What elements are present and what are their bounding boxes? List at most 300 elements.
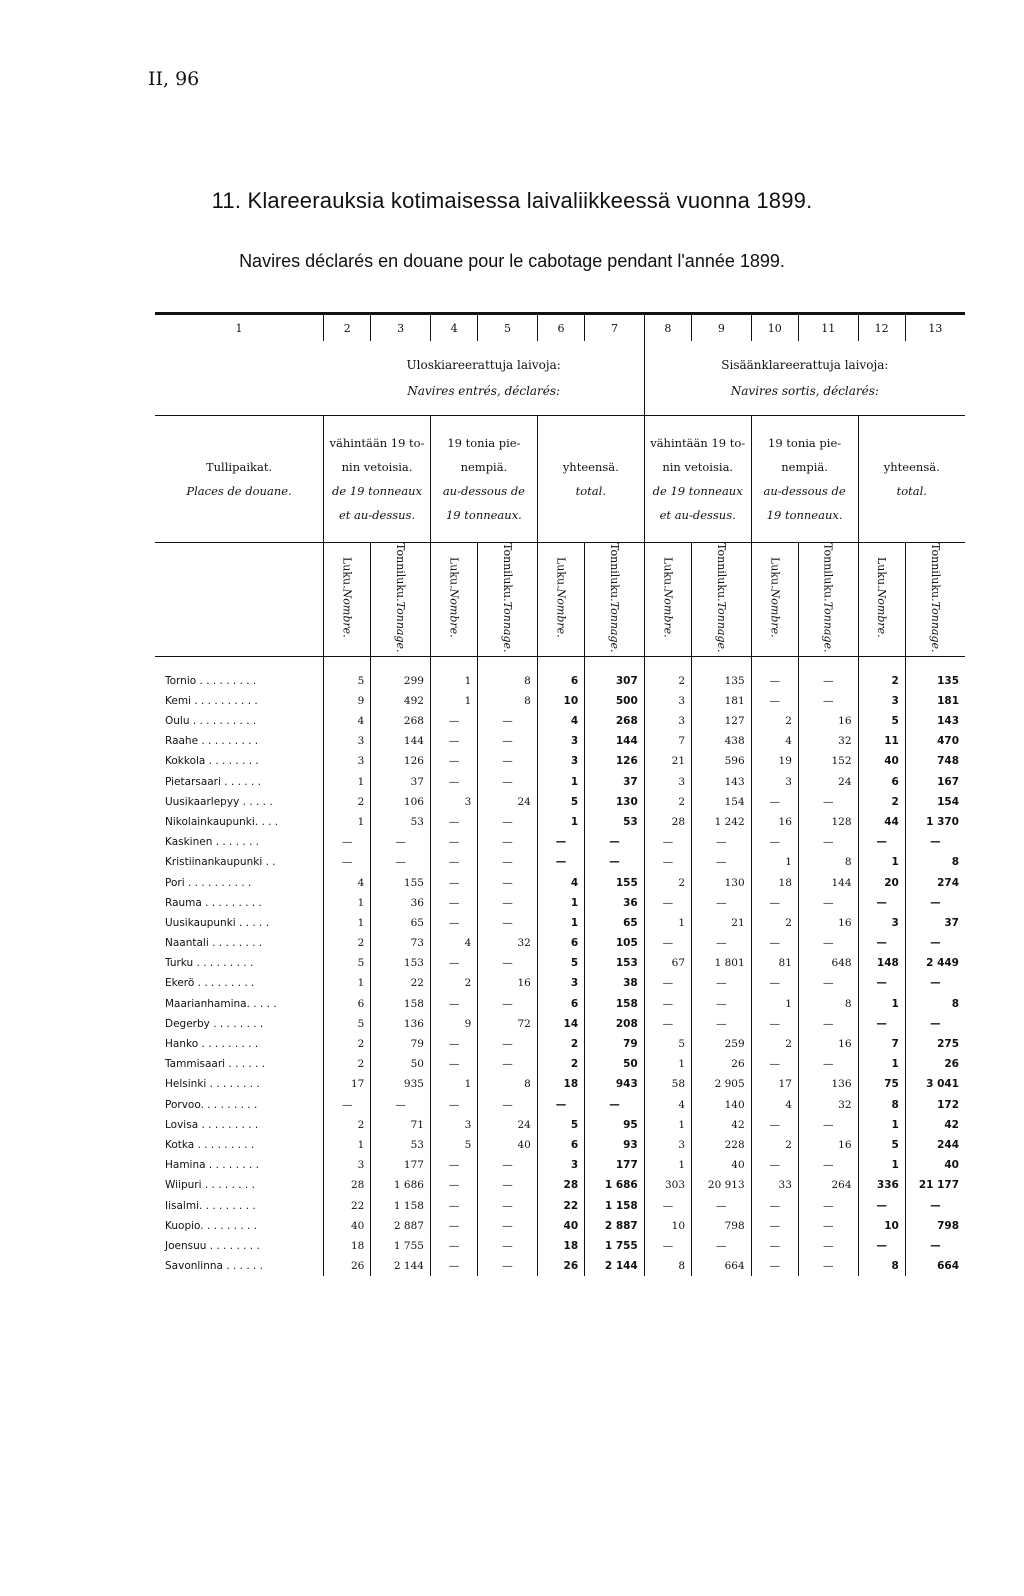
col-number: 1	[155, 314, 324, 342]
table-row	[155, 711, 965, 731]
table-cell: 144	[371, 731, 431, 751]
table-cell: —	[692, 852, 752, 872]
table-cell: —	[478, 872, 538, 892]
table-cell: 24	[478, 1115, 538, 1135]
table-cell: 18	[751, 872, 798, 892]
table-cell: 6	[324, 994, 371, 1014]
sub-total-in-fr: total.	[896, 484, 927, 498]
table-cell: 5	[858, 1135, 905, 1155]
table-cell: —	[430, 832, 477, 852]
sub-small-out	[430, 416, 537, 543]
table-cell: 943	[585, 1074, 645, 1094]
sub-big-out-fr2: et au-dessus.	[338, 508, 416, 522]
table-cell: 1	[537, 913, 584, 933]
table-cell: 65	[585, 913, 645, 933]
table-cell: 2 905	[692, 1074, 752, 1094]
place-header-fi: Tullipaikat.	[205, 460, 273, 474]
table-cell: —	[430, 953, 477, 973]
sub-small-in-fr1: au-dessous de	[763, 484, 846, 498]
group-inbound-fr: Navires sortis, déclarés:	[730, 384, 879, 398]
table-row	[155, 1135, 965, 1155]
table-cell: 4	[751, 731, 798, 751]
table-cell: 4	[430, 933, 477, 953]
table-row	[155, 1216, 965, 1236]
table-cell: 5	[324, 671, 371, 691]
col-label-fr: Tonnage.	[821, 601, 835, 653]
table-cell: 2	[324, 792, 371, 812]
table-cell: 2	[537, 1034, 584, 1054]
col-number: 3	[371, 314, 431, 342]
table-cell: 1	[537, 812, 584, 832]
table-cell: 153	[585, 953, 645, 973]
table-row	[155, 792, 965, 812]
col-label-fi: Luku.	[447, 557, 461, 590]
col-label-tonnage	[905, 543, 965, 657]
table-cell: 1	[644, 913, 691, 933]
place-name: Joensuu . . . . . . . .	[165, 1239, 260, 1252]
place-name: Helsinki . . . . . . . .	[165, 1078, 260, 1091]
table-cell: 1	[858, 1054, 905, 1074]
sub-small-in-fi2: nempiä.	[781, 460, 828, 474]
table-row	[155, 1195, 965, 1215]
table-cell: —	[751, 1054, 798, 1074]
table-cell: 140	[692, 1094, 752, 1114]
table-cell: —	[430, 1155, 477, 1175]
col-number: 10	[751, 314, 798, 342]
table-row	[155, 671, 965, 691]
table-cell: —	[478, 751, 538, 771]
table-cell: —	[430, 1094, 477, 1114]
table-cell: 3	[324, 751, 371, 771]
table-cell: 3	[537, 731, 584, 751]
table-cell: 177	[585, 1155, 645, 1175]
table-cell: 22	[371, 973, 431, 993]
table-cell: 664	[692, 1256, 752, 1276]
sub-big-in	[644, 416, 751, 543]
table-row	[155, 933, 965, 953]
sub-big-in-fi2: nin vetoisia.	[662, 460, 734, 474]
table-cell: —	[430, 893, 477, 913]
table-row	[155, 913, 965, 933]
table-cell: 1	[430, 1074, 477, 1094]
col-label-fi: Tonniluku.	[501, 543, 515, 602]
table-cell: 5	[324, 1014, 371, 1034]
table-cell: 21 177	[905, 1175, 965, 1195]
table-cell: —	[858, 893, 905, 913]
place-name: Raahe . . . . . . . . .	[165, 735, 259, 748]
table-cell: 1	[644, 1115, 691, 1135]
table-cell: 8	[905, 852, 965, 872]
table-row	[155, 1054, 965, 1074]
table-cell: 8	[478, 691, 538, 711]
table-cell: 20 913	[692, 1175, 752, 1195]
table-cell: 181	[905, 691, 965, 711]
table-cell: 438	[692, 731, 752, 751]
table-cell: —	[905, 1195, 965, 1215]
table-cell: 6	[858, 771, 905, 791]
col-number: 8	[644, 314, 691, 342]
table-row	[155, 994, 965, 1014]
sub-big-out-fr1: de 19 tonneaux	[332, 484, 423, 498]
table-cell: —	[478, 1175, 538, 1195]
table-row	[155, 691, 965, 711]
table-cell: —	[905, 832, 965, 852]
table-cell: 2 449	[905, 953, 965, 973]
place-name: Uusikaarlepyy . . . . .	[165, 795, 273, 808]
table-cell: —	[478, 1195, 538, 1215]
spacer-cell	[155, 656, 324, 671]
table-cell: 28	[644, 812, 691, 832]
table-cell: —	[478, 994, 538, 1014]
table-cell: 1 370	[905, 812, 965, 832]
place-name: Kaskinen . . . . . . .	[165, 836, 260, 849]
table-cell: 3	[644, 1135, 691, 1155]
table-row	[155, 1094, 965, 1114]
col-label-fi: Tonniluku.	[821, 543, 835, 602]
table-cell: —	[905, 933, 965, 953]
table-cell: —	[692, 1195, 752, 1215]
col-label-fr: Nombre.	[661, 589, 675, 639]
table-cell: —	[905, 1236, 965, 1256]
table-cell: —	[798, 1014, 858, 1034]
table-cell: 37	[371, 771, 431, 791]
col-number: 6	[537, 314, 584, 342]
table-row	[155, 731, 965, 751]
table-cell: —	[371, 852, 431, 872]
group-outbound	[324, 341, 645, 416]
table-cell: 1	[324, 812, 371, 832]
table-cell: 26	[692, 1054, 752, 1074]
table-cell: 144	[585, 731, 645, 751]
table-cell: 155	[371, 872, 431, 892]
table-cell: —	[751, 1195, 798, 1215]
table-cell: 154	[905, 792, 965, 812]
sub-big-out	[324, 416, 431, 543]
table-cell: —	[585, 832, 645, 852]
table-cell: —	[478, 832, 538, 852]
sub-small-out-fi1: 19 tonia pie-	[447, 436, 521, 450]
col-number: 4	[430, 314, 477, 342]
table-cell: —	[430, 812, 477, 832]
table-cell: 135	[692, 671, 752, 691]
table-cell: —	[798, 1256, 858, 1276]
table-cell: 9	[430, 1014, 477, 1034]
table-cell: —	[798, 832, 858, 852]
sub-small-in-fi1: 19 tonia pie-	[768, 436, 842, 450]
table-cell: 177	[371, 1155, 431, 1175]
col-number: 11	[798, 314, 858, 342]
table-cell: 26	[905, 1054, 965, 1074]
table-cell: 4	[324, 872, 371, 892]
table-cell: —	[478, 1216, 538, 1236]
table-cell: 32	[798, 1094, 858, 1114]
table-cell: —	[644, 1195, 691, 1215]
col-label-count	[858, 543, 905, 657]
place-name: Degerby . . . . . . . .	[165, 1017, 264, 1030]
table-cell: 6	[537, 671, 584, 691]
table-cell: 2	[324, 1115, 371, 1135]
table-cell: 172	[905, 1094, 965, 1114]
place-name: Oulu . . . . . . . . . .	[165, 715, 257, 728]
table-cell: —	[751, 691, 798, 711]
table-cell: —	[324, 852, 371, 872]
table-cell: 798	[905, 1216, 965, 1236]
table-cell: 1	[644, 1054, 691, 1074]
table-cell: 136	[798, 1074, 858, 1094]
place-name: Kemi . . . . . . . . . .	[165, 694, 258, 707]
table-cell: 1	[644, 1155, 691, 1175]
table-cell: —	[430, 731, 477, 751]
table-cell: —	[430, 1054, 477, 1074]
table-cell: 2	[324, 933, 371, 953]
table-cell: —	[430, 1216, 477, 1236]
table-row	[155, 852, 965, 872]
table-cell: —	[537, 832, 584, 852]
table-cell: —	[324, 832, 371, 852]
table-cell: 1	[858, 1115, 905, 1135]
col-label-fi: Luku.	[340, 557, 354, 590]
table-cell: —	[537, 1094, 584, 1114]
place-name: Maarianhamina. . . . .	[165, 997, 277, 1010]
table-cell: 16	[798, 1034, 858, 1054]
table-cell: 208	[585, 1014, 645, 1034]
page-number: II, 96	[148, 68, 200, 90]
table-cell: 16	[798, 913, 858, 933]
col-number: 5	[478, 314, 538, 342]
table-cell: 8	[858, 1256, 905, 1276]
table-cell: 3	[644, 771, 691, 791]
table-cell: 33	[751, 1175, 798, 1195]
table-cell: 3	[537, 1155, 584, 1175]
table-cell: 2	[324, 1034, 371, 1054]
table-cell: 40	[478, 1135, 538, 1155]
table-cell: 128	[798, 812, 858, 832]
table-cell: —	[798, 691, 858, 711]
table-cell: —	[751, 1216, 798, 1236]
table-cell: —	[478, 893, 538, 913]
table-cell: 1 755	[585, 1236, 645, 1256]
table-cell: 16	[798, 711, 858, 731]
sub-big-out-fi2: nin vetoisia.	[341, 460, 413, 474]
table-cell: 37	[585, 771, 645, 791]
table-cell: —	[692, 933, 752, 953]
table-cell: 1	[430, 691, 477, 711]
table-cell: 264	[798, 1175, 858, 1195]
table-cell: —	[905, 893, 965, 913]
col-label-fr: Tonnage.	[501, 601, 515, 653]
table-cell: —	[478, 1034, 538, 1054]
table-cell: 3	[644, 711, 691, 731]
table-cell: —	[430, 994, 477, 1014]
place-name: Turku . . . . . . . . .	[165, 957, 254, 970]
table-cell: 2	[858, 792, 905, 812]
place-header-fr: Places de douane.	[186, 484, 292, 498]
table-cell: 336	[858, 1175, 905, 1195]
table-cell: 500	[585, 691, 645, 711]
table-cell: 7	[858, 1034, 905, 1054]
table-cell: —	[644, 1236, 691, 1256]
table-cell: 7	[644, 731, 691, 751]
table-cell: 3	[430, 792, 477, 812]
col-label-fr: Nombre.	[447, 589, 461, 639]
table-cell: —	[478, 812, 538, 832]
table-cell: —	[430, 1175, 477, 1195]
table-cell: 3 041	[905, 1074, 965, 1094]
table-cell: 2	[751, 1034, 798, 1054]
table-cell: 1	[430, 671, 477, 691]
table-cell: —	[751, 1236, 798, 1256]
table-row	[155, 973, 965, 993]
place-name: Hamina . . . . . . . .	[165, 1159, 259, 1172]
table-cell: 40	[537, 1216, 584, 1236]
table-cell: 1 158	[371, 1195, 431, 1215]
col-label-fi: Luku.	[661, 557, 675, 590]
table-cell: 2	[751, 711, 798, 731]
place-name: Hanko . . . . . . . . .	[165, 1038, 259, 1051]
table-cell: 2	[644, 792, 691, 812]
table-cell: 21	[644, 751, 691, 771]
col-label-tonnage	[798, 543, 858, 657]
table-row	[155, 1115, 965, 1135]
table-cell: 24	[478, 792, 538, 812]
table-cell: 18	[324, 1236, 371, 1256]
table-cell: 6	[537, 933, 584, 953]
table-cell: —	[478, 731, 538, 751]
table-cell: —	[644, 973, 691, 993]
table-row	[155, 1014, 965, 1034]
table-cell: —	[798, 973, 858, 993]
table-cell: 19	[751, 751, 798, 771]
sub-total-in	[858, 416, 965, 543]
table-cell: 28	[537, 1175, 584, 1195]
table-cell: —	[430, 1256, 477, 1276]
table-cell: 3	[858, 913, 905, 933]
table-cell: —	[644, 1014, 691, 1034]
table-cell: 748	[905, 751, 965, 771]
table-cell: 167	[905, 771, 965, 791]
table-cell: 648	[798, 953, 858, 973]
table-cell: 135	[905, 671, 965, 691]
table-cell: 1 755	[371, 1236, 431, 1256]
table-cell: —	[478, 711, 538, 731]
table-cell: 3	[858, 691, 905, 711]
table-cell: 1 242	[692, 812, 752, 832]
col-label-fi: Luku.	[554, 557, 568, 590]
table-cell: 40	[905, 1155, 965, 1175]
sub-total-out-fi: yhteensä.	[562, 460, 619, 474]
table-cell: 2	[537, 1054, 584, 1074]
table-cell: 143	[692, 771, 752, 791]
table-cell: —	[798, 1155, 858, 1175]
table-cell: —	[751, 671, 798, 691]
table-cell: 106	[371, 792, 431, 812]
table-row	[155, 1236, 965, 1256]
table-cell: 93	[585, 1135, 645, 1155]
table-cell: —	[905, 1014, 965, 1034]
table-cell: 1	[858, 852, 905, 872]
table-cell: —	[798, 1115, 858, 1135]
table-cell: 10	[644, 1216, 691, 1236]
table-cell: 28	[324, 1175, 371, 1195]
table-cell: —	[751, 1115, 798, 1135]
table-cell: 1	[324, 771, 371, 791]
table-cell: 18	[537, 1074, 584, 1094]
table-cell: —	[692, 973, 752, 993]
place-name: Naantali . . . . . . . .	[165, 937, 263, 950]
table-cell: 16	[798, 1135, 858, 1155]
table-cell: 8	[644, 1256, 691, 1276]
page-subtitle: Navires déclarés en douane pour le cabotage pendant l'année 1899.	[239, 251, 785, 271]
table-cell: 5	[537, 953, 584, 973]
col-number: 13	[905, 314, 965, 342]
col-label-fr: Nombre.	[768, 589, 782, 639]
table-cell: 1	[858, 1155, 905, 1175]
col-label-fi: Tonniluku.	[394, 543, 408, 602]
table-cell: 1 801	[692, 953, 752, 973]
column-number-row	[155, 314, 965, 342]
table-row	[155, 1155, 965, 1175]
table-cell: 3	[324, 1155, 371, 1175]
table-cell: 11	[858, 731, 905, 751]
table-cell: 2	[644, 671, 691, 691]
table-cell: 935	[371, 1074, 431, 1094]
table-cell: —	[585, 1094, 645, 1114]
sub-small-in	[751, 416, 858, 543]
table-cell: 596	[692, 751, 752, 771]
col-label-fr: Nombre.	[340, 589, 354, 639]
col-label-count	[324, 543, 371, 657]
table-cell: 50	[371, 1054, 431, 1074]
table-cell: —	[430, 913, 477, 933]
col-label-fi: Luku.	[875, 557, 889, 590]
table-cell: 26	[324, 1256, 371, 1276]
table-cell: —	[751, 832, 798, 852]
table-cell: 2 887	[371, 1216, 431, 1236]
col-label-fi: Tonniluku.	[928, 543, 942, 602]
table-cell: 2	[751, 1135, 798, 1155]
table-cell: —	[430, 1236, 477, 1256]
table-row	[155, 1074, 965, 1094]
group-outbound-fi: Uloskiareerattuja laivoja:	[406, 358, 561, 372]
table-cell: 1 686	[371, 1175, 431, 1195]
table-body	[155, 671, 965, 1277]
table-cell: —	[798, 1054, 858, 1074]
group-header-row	[155, 341, 965, 416]
table-cell: 14	[537, 1014, 584, 1034]
table-cell: 1	[324, 893, 371, 913]
table-cell: 42	[692, 1115, 752, 1135]
table-cell: —	[585, 852, 645, 872]
table-cell: 9	[324, 691, 371, 711]
sub-big-in-fr2: et au-dessus.	[659, 508, 736, 522]
place-header-spacer	[155, 341, 324, 416]
table-cell: 10	[858, 1216, 905, 1236]
table-cell: 244	[905, 1135, 965, 1155]
place-name: Kotka . . . . . . . . .	[165, 1138, 255, 1151]
col-label-fr: Nombre.	[875, 589, 889, 639]
table-cell: 2 144	[585, 1256, 645, 1276]
table-cell: —	[751, 893, 798, 913]
col-label-tonnage	[478, 543, 538, 657]
table-cell: 6	[537, 1135, 584, 1155]
sub-total-out-fr: total.	[575, 484, 606, 498]
col-label-fr: Nombre.	[554, 589, 568, 639]
place-name: Iisalmi. . . . . . . . .	[165, 1199, 256, 1212]
table-cell: 72	[478, 1014, 538, 1034]
table-row	[155, 751, 965, 771]
col-label-tonnage	[371, 543, 431, 657]
table-cell: —	[751, 792, 798, 812]
